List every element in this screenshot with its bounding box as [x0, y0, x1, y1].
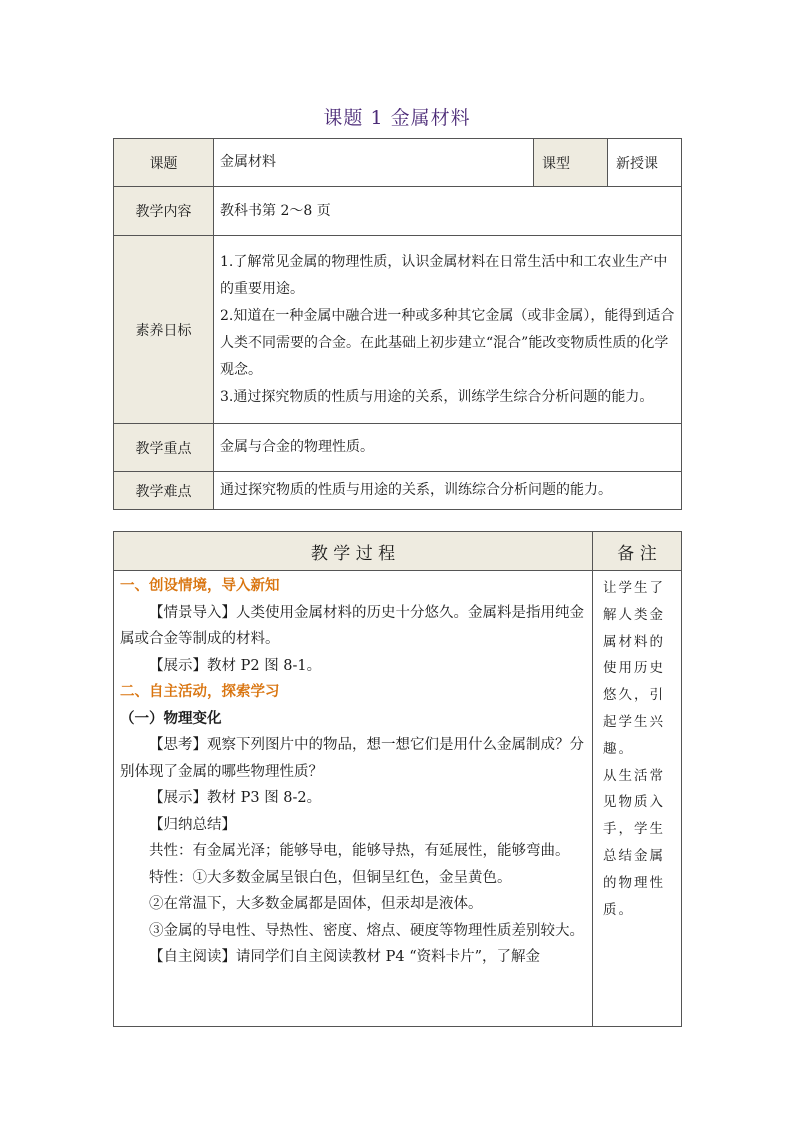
teaching-process-table — [113, 531, 682, 1027]
paragraph: 【归纳总结】 — [149, 816, 236, 833]
process-body — [114, 571, 593, 1027]
goals-label: 素养日标 — [114, 236, 214, 424]
key-point-label: 教学重点 — [114, 424, 214, 472]
note-item: 让学生了解人类金属材料的使用历史悠久，引起学生兴趣。 — [603, 580, 665, 757]
paragraph: 特性：①大多数金属呈银白色，但铜呈红色，金呈黄色。 — [149, 869, 512, 886]
subsection-heading: （一）物理变化 — [120, 709, 222, 727]
notes-header: 备 注 — [593, 532, 682, 571]
paragraph: 【自主阅读】请同学们自主阅读教材 P4 “资料卡片”，了解金 — [149, 949, 541, 965]
difficult-point-value: 通过探究物质的性质与用途的关系，训练综合分析问题的能力。 — [214, 472, 682, 510]
topic-label: 课题 — [114, 139, 214, 187]
paragraph: 【展示】教材 P2 图 8-1。 — [149, 657, 322, 674]
paragraph: 【展示】教材 P3 图 8-2。 — [149, 790, 322, 806]
lesson-info-table — [113, 138, 682, 510]
paragraph: 【情景导入】人类使用金属材料的历史十分悠久。金属料是指用纯金属或合金等制成的材料。 — [120, 604, 584, 647]
section-heading: 二、自主活动，探索学习 — [120, 683, 280, 700]
difficult-point-label: 教学难点 — [114, 472, 214, 510]
page-title: 课题 1 金属材料 — [323, 107, 471, 129]
goals-cell — [214, 236, 682, 424]
section-heading: 一、创设情境，导入新知 — [120, 577, 280, 594]
paragraph: ②在常温下，大多数金属都是固体，但汞却是液体。 — [149, 896, 483, 912]
process-header: 教 学 过 程 — [114, 532, 593, 571]
type-label: 课型 — [534, 139, 608, 187]
paragraph: 共性：有金属光泽；能够导电，能够导热，有延展性，能够弯曲。 — [149, 843, 570, 859]
note-item: 从生活常见物质入手，学生总结金属的物理性质。 — [603, 767, 665, 918]
type-value: 新授课 — [608, 139, 682, 187]
paragraph: 【思考】观察下列图片中的物品，想一想它们是用什么金属制成？分别体现了金属的哪些物理性质？ — [120, 737, 584, 780]
notes-body — [593, 571, 682, 1027]
paragraph: ③金属的导电性、导热性、密度、熔点、硬度等物理性质差别较大。 — [149, 922, 584, 939]
content-label: 教学内容 — [114, 187, 214, 236]
goal-item: 3.通过探究物质的性质与用途的关系，训练学生综合分析问题的能力。 — [220, 388, 654, 405]
goal-item: 2.知道在一种金属中融合进一种或多种其它金属（或非金属），能得到适合人类不同需要的合金。在此基础上初步建立“混合”能改变物质性质的化学观念。 — [220, 307, 675, 378]
topic-value: 金属材料 — [214, 139, 534, 187]
key-point-value: 金属与合金的物理性质。 — [214, 424, 682, 472]
content-value: 教科书第 2～8 页 — [214, 187, 682, 236]
goal-item: 1.了解常见金属的物理性质，认识金属材料在日常生活中和工农业生产中的重要用途。 — [220, 253, 668, 297]
